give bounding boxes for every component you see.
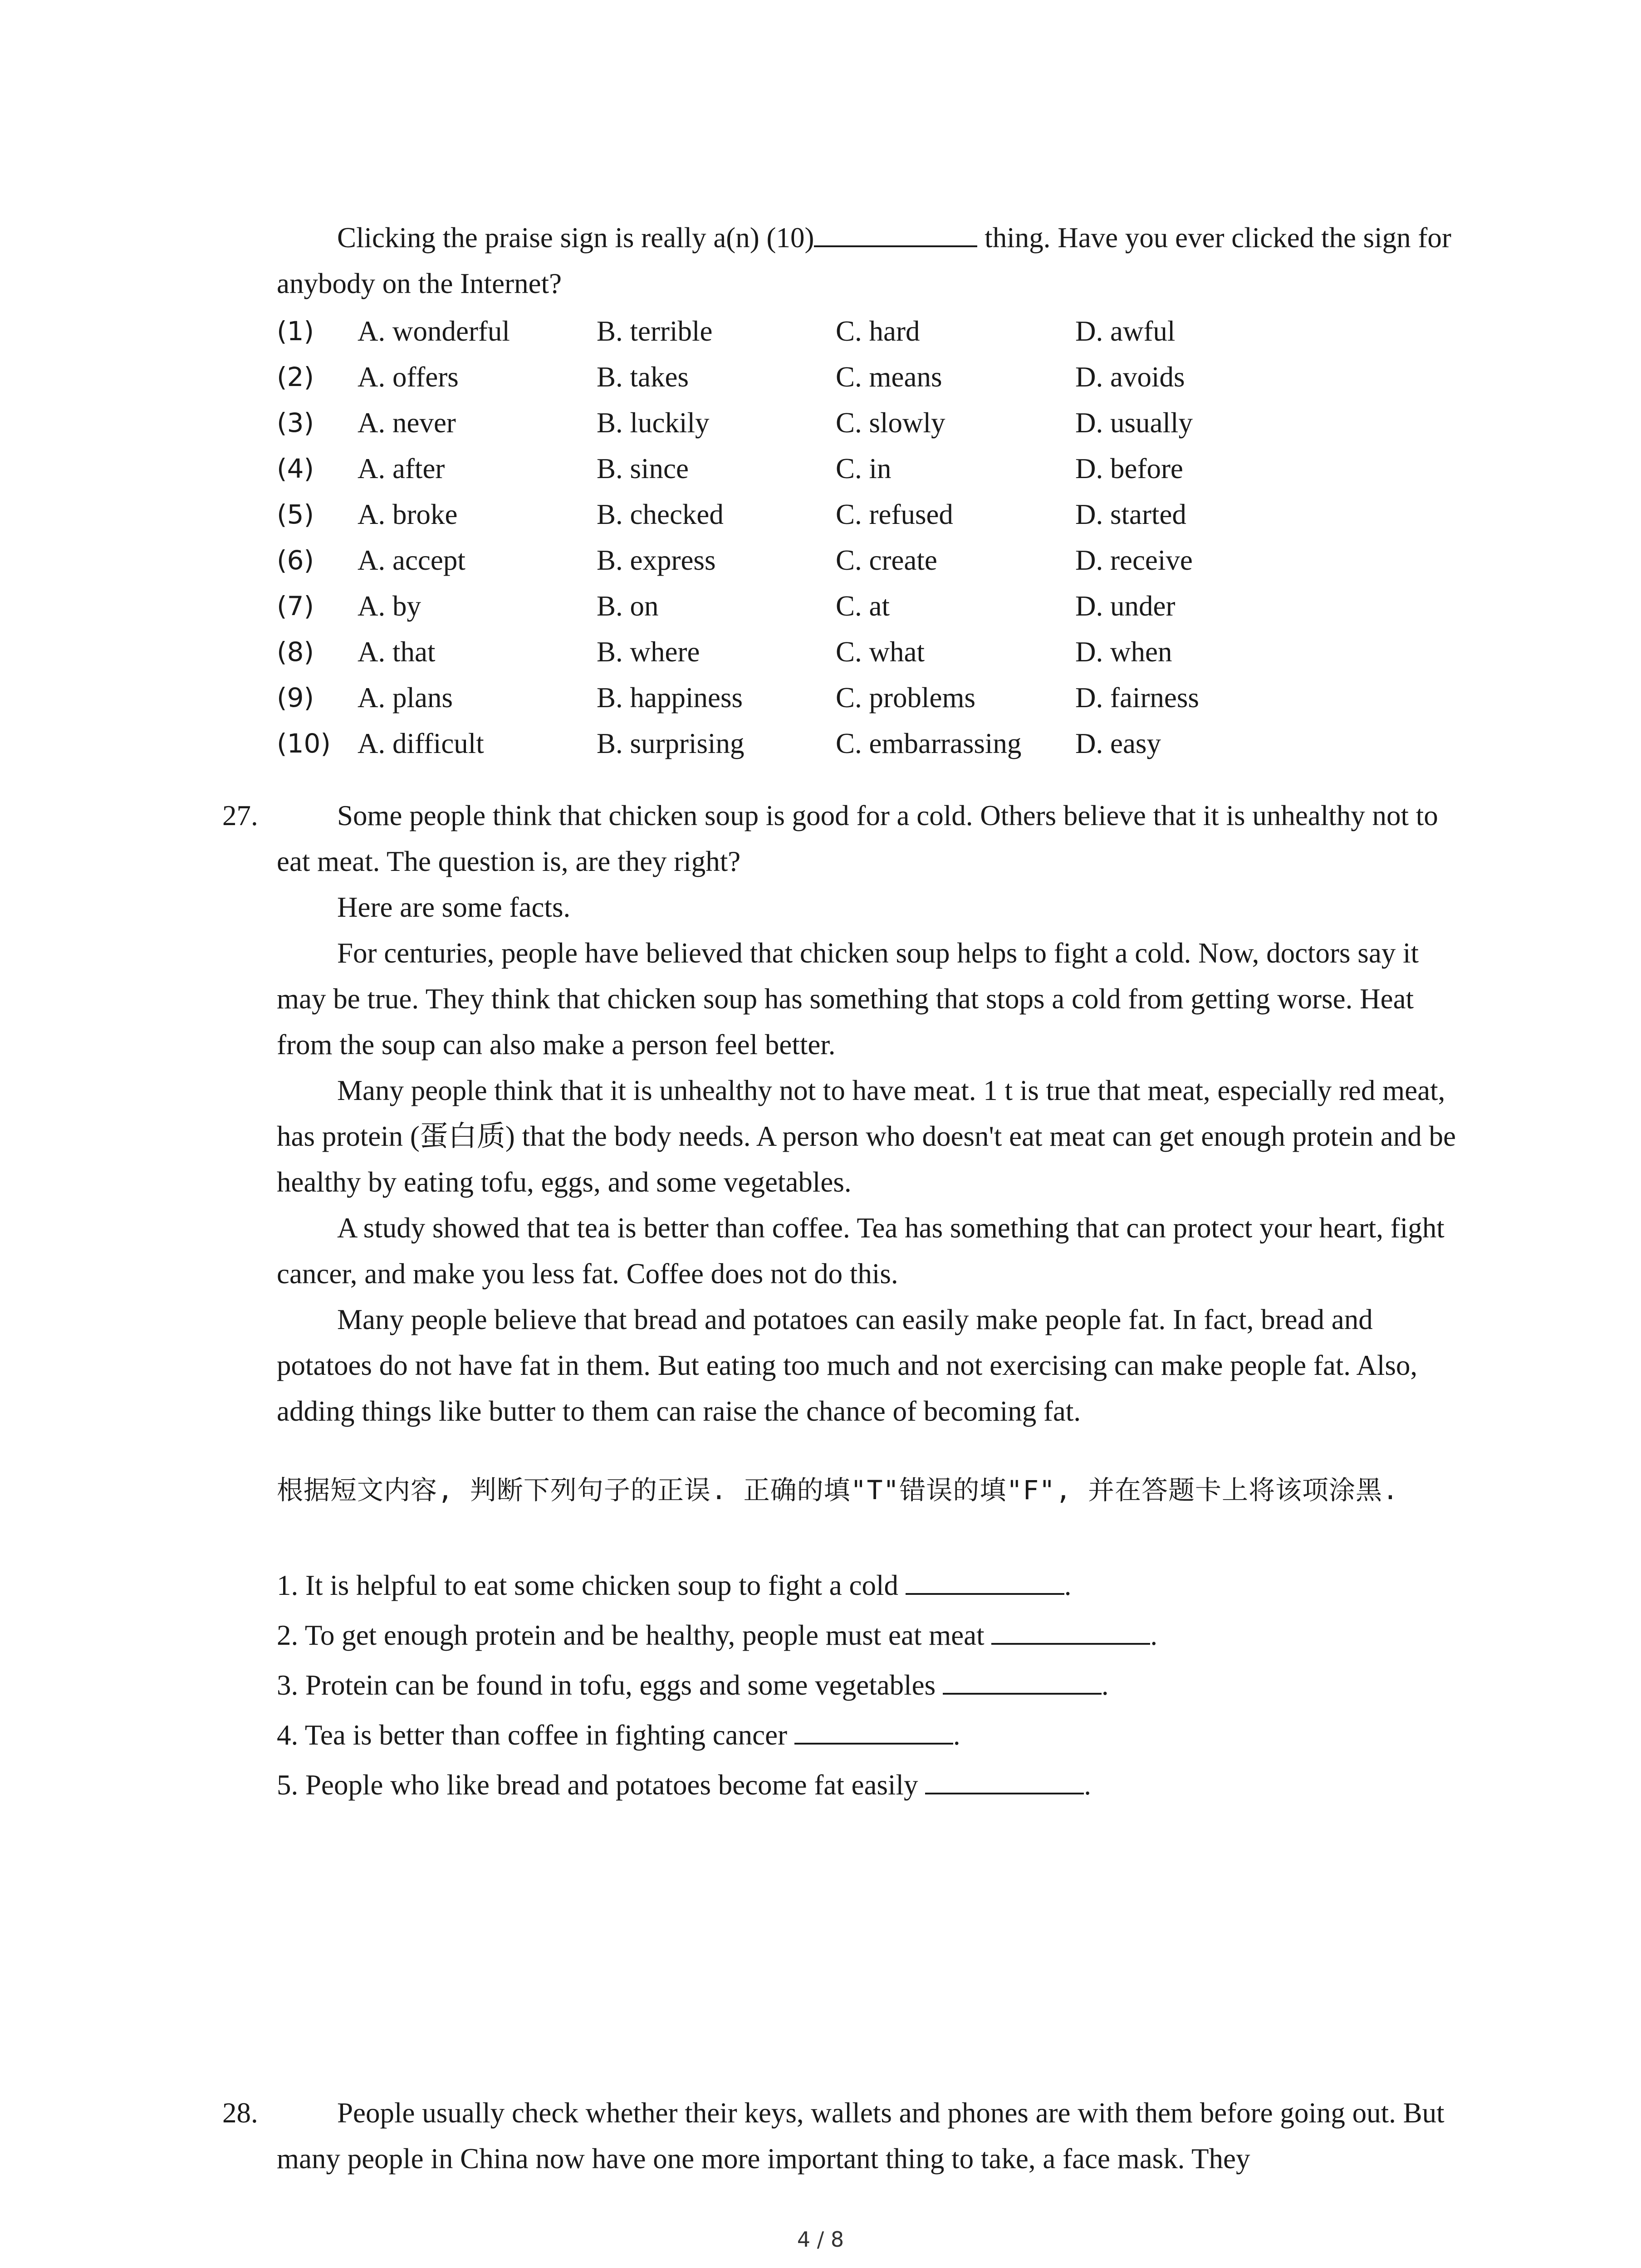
options-table xyxy=(277,308,1456,767)
passage-paragraph: Here are some facts. xyxy=(337,891,571,923)
option-row: (7) A. by B. on C. at D. under xyxy=(277,590,1176,622)
answer-blank xyxy=(794,1717,953,1745)
question-number: 28. xyxy=(222,2097,258,2129)
option-row: (8) A. that B. where C. what D. when xyxy=(277,636,1172,668)
question-number: 27. xyxy=(222,800,258,831)
passage-paragraph: Many people believe that bread and potatoes can easily make people fat. In fact, bread and potatoes do not have fat in them. But eating too much and not exercising can make people fat. Also, adding things like butter to them can raise the chance of becoming fat. xyxy=(277,1304,1418,1427)
instruction-text: 根据短文内容, 判断下列句子的正误. 正确的填"T"错误的填"F", 并在答题卡上将该项涂黑. xyxy=(277,1475,1399,1505)
statement: 4. Tea is better than coffee in fighting cancer . xyxy=(277,1710,1456,1760)
option-row: (10) A. difficult B. surprising C. embarrassing D. easy xyxy=(277,728,1161,759)
page-number: 4 / 8 xyxy=(797,2227,844,2252)
answer-blank xyxy=(814,220,977,247)
true-false-statements xyxy=(277,1560,1456,1810)
passage-paragraph: A study showed that tea is better than coffee. Tea has something that can protect your heart, fight cancer, and make you less fat. Coffee does not do this. xyxy=(277,1212,1445,1290)
intro-passage: Clicking the praise sign is really a(n) (10) thing. Have you ever clicked the sign for anybody on the Internet? xyxy=(277,215,1456,307)
option-row: (3) A. never B. luckily C. slowly D. usually xyxy=(277,407,1193,439)
answer-blank xyxy=(925,1767,1084,1794)
passage-paragraph: Some people think that chicken soup is good for a cold. Others believe that it is unhealthy not to eat meat. The question is, are they right? xyxy=(277,800,1438,877)
statement: 2. To get enough protein and be healthy, people must eat meat . xyxy=(277,1610,1456,1660)
statement: 3. Protein can be found in tofu, eggs and some vegetables . xyxy=(277,1660,1456,1710)
statement: 1. It is helpful to eat some chicken soup to fight a cold . xyxy=(277,1560,1456,1610)
option-row: (2) A. offers B. takes C. means D. avoids xyxy=(277,361,1185,393)
option-row: (6) A. accept B. express C. create D. receive xyxy=(277,544,1193,576)
passage-paragraph: People usually check whether their keys, wallets and phones are with them before going out. But many people in China now have one more important thing to take, a face mask. They xyxy=(277,2097,1445,2175)
option-row: (9) A. plans B. happiness C. problems D. fairness xyxy=(277,682,1199,714)
answer-blank xyxy=(943,1667,1102,1695)
passage-paragraph: Many people think that it is unhealthy not to have meat. 1 t is true that meat, especially red meat, has protein (蛋白质) that the body needs. A person who doesn't eat meat can get enough protein and be healthy by eating tofu, eggs, and some vegetables. xyxy=(277,1075,1456,1198)
answer-blank xyxy=(906,1568,1064,1595)
option-row: (4) A. after B. since C. in D. before xyxy=(277,453,1183,484)
statement: 5. People who like bread and potatoes become fat easily . xyxy=(277,1760,1456,1810)
answer-blank xyxy=(991,1618,1150,1645)
option-row: (1) A. wonderful B. terrible C. hard D. awful xyxy=(277,315,1176,347)
passage-paragraph: For centuries, people have believed that chicken soup helps to fight a cold. Now, doctors say it may be true. They think that chicken soup has something that stops a cold from getting worse. Heat from the soup can also make a person feel better. xyxy=(277,937,1419,1061)
option-row: (5) A. broke B. checked C. refused D. started xyxy=(277,499,1186,530)
